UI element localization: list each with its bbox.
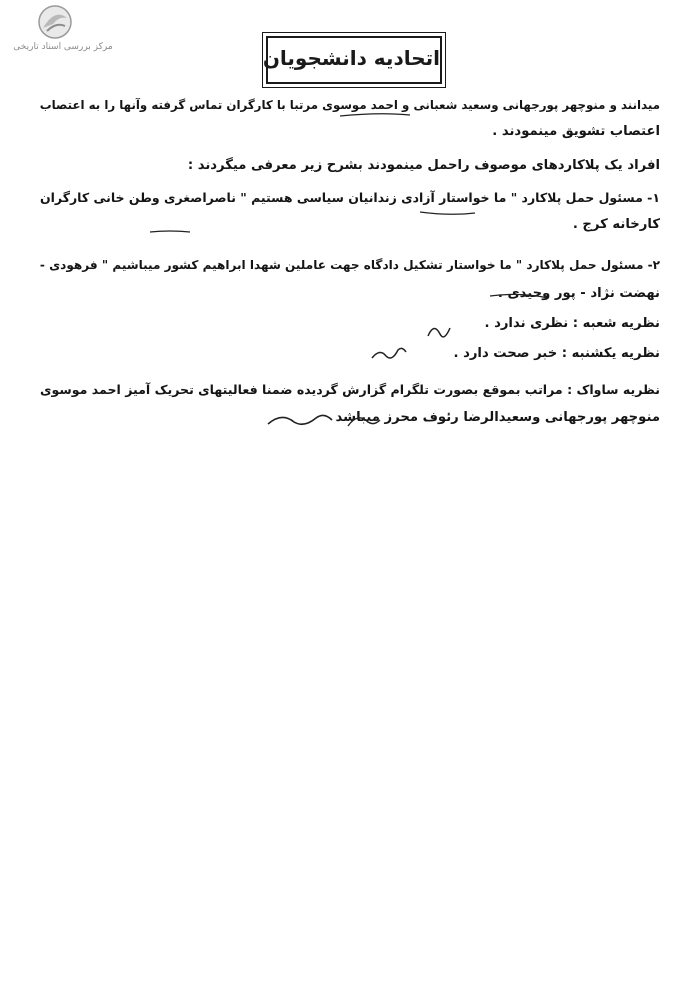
underline-mark-3 xyxy=(420,212,475,214)
body-line-6: ۲- مسئول حمل پلاکارد " ما خواستار تشکیل دادگاه جهت عاملین شهدا ابراهیم کشور میباشیم " فرهودی - xyxy=(39,258,660,272)
body-line-2: اعتصاب تشویق مینمودند . xyxy=(492,124,660,139)
signature-mark xyxy=(268,415,332,424)
body-line-8: نظریه شعبه : نظری ندارد . xyxy=(484,316,660,331)
body-line-1: میدانند و منوچهر پورجهانی وسعید شعبانی و احمد موسوی مرتبا با کارگران تماس گرفته وآنها را به اعتصاب xyxy=(39,98,660,112)
underline-mark-2 xyxy=(150,231,190,232)
body-line-5: کارخانه کرج . xyxy=(572,217,660,232)
body-line-11: منوچهر پورجهانی وسعیدالرضا رئوف محرز میباشد xyxy=(335,410,660,425)
signature-mark-2 xyxy=(348,418,380,426)
body-line-10: نظریه ساواک : مراتب بموقع بصورت تلگرام گزارش گردیده ضمنا فعالیتهای تحریک آمیز احمد موسوی xyxy=(40,382,660,397)
underline-mark-4 xyxy=(490,294,548,298)
archive-logo-text: مرکز بررسی اسناد تاریخی xyxy=(13,42,113,52)
body-line-3: افراد یک پلاکاردهای موصوف راحمل مینمودند بشرح زیر معرفی میگردند : xyxy=(187,158,660,173)
underline-mark-1 xyxy=(340,114,410,116)
body-line-7: نهضت نژاد - پور وحیدی . xyxy=(497,286,660,301)
body-line-4: ۱- مسئول حمل پلاکارد " ما خواستار آزادی زندانیان سیاسی هستیم " ناصراصغری وطن خانی کارگران xyxy=(39,190,660,205)
initials-mark-2 xyxy=(372,348,406,358)
body-line-9: نظریه یکشنبه : خبر صحت دارد . xyxy=(453,346,660,361)
stamp-text: اتحادیه دانشجویان xyxy=(262,46,440,70)
initials-mark-1 xyxy=(428,328,450,337)
